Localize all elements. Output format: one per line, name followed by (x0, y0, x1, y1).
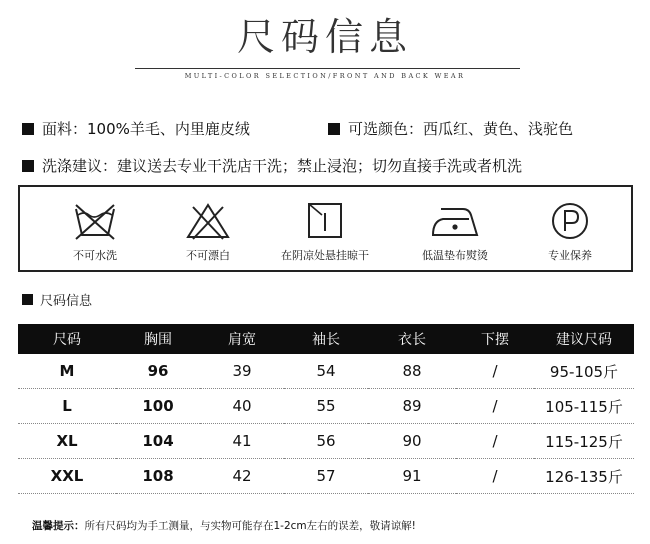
title-divider (135, 68, 520, 69)
footnote-text: 所有尺码均为手工测量，与实物可能存在1-2cm左右的误差，敬请谅解! (84, 520, 416, 532)
washing-text: 洗涤建议：建议送去专业干洗店干洗；禁止浸泡；切勿直接手洗或者机洗 (42, 157, 523, 175)
column-header-size: 尺码 (18, 324, 116, 354)
bullet-square-icon (328, 123, 340, 135)
chest-cell: 108 (116, 459, 200, 494)
care-label: 专业保养 (548, 249, 592, 262)
table-row (18, 459, 634, 494)
care-item-hang-dry (265, 187, 385, 270)
colors-text: 可选颜色：西瓜红、黄色、浅驼色 (348, 120, 574, 138)
length-cell: 89 (368, 389, 456, 424)
care-item-low-iron (395, 187, 515, 270)
dry-clean-icon (547, 201, 593, 241)
recommended-cell: 126-135斤 (534, 459, 634, 494)
recommended-cell: 95-105斤 (534, 354, 634, 389)
size-table (18, 324, 634, 494)
recommended-cell: 115-125斤 (534, 424, 634, 459)
fabric-info (22, 118, 250, 139)
shoulder-cell: 39 (200, 354, 284, 389)
hem-cell: / (456, 389, 534, 424)
table-row (18, 354, 634, 389)
size-cell: L (18, 389, 116, 424)
washing-info (22, 155, 522, 176)
bullet-square-icon (22, 123, 34, 135)
size-cell: XXL (18, 459, 116, 494)
sleeve-cell: 57 (284, 459, 368, 494)
care-label: 不可水洗 (73, 249, 117, 262)
sleeve-cell: 54 (284, 354, 368, 389)
no-wash-icon (72, 201, 118, 241)
length-cell: 90 (368, 424, 456, 459)
size-cell: XL (18, 424, 116, 459)
care-item-no-bleach (148, 187, 268, 270)
shoulder-cell: 40 (200, 389, 284, 424)
care-item-dry-clean (510, 187, 630, 270)
care-instructions-box (18, 185, 633, 272)
column-header-chest: 胸围 (116, 324, 200, 354)
sleeve-cell: 56 (284, 424, 368, 459)
size-cell: M (18, 354, 116, 389)
chest-cell: 104 (116, 424, 200, 459)
low-iron-icon (429, 201, 481, 241)
size-section-heading (22, 290, 92, 309)
footnote-label: 温馨提示： (32, 520, 85, 532)
sleeve-cell: 55 (284, 389, 368, 424)
care-label: 不可漂白 (186, 249, 230, 262)
hem-cell: / (456, 354, 534, 389)
length-cell: 88 (368, 354, 456, 389)
care-label: 在阴凉处悬挂晾干 (281, 249, 369, 262)
color-info (328, 118, 573, 139)
hem-cell: / (456, 424, 534, 459)
hem-cell: / (456, 459, 534, 494)
page-subtitle: MULTI-COLOR SELECTION/FRONT AND BACK WEAR (184, 72, 466, 80)
column-header-shoulder: 肩宽 (200, 324, 284, 354)
table-row (18, 389, 634, 424)
recommended-cell: 105-115斤 (534, 389, 634, 424)
column-header-sleeve: 袖长 (284, 324, 368, 354)
column-header-recommended: 建议尺码 (534, 324, 634, 354)
care-label: 低温垫布熨烫 (422, 249, 488, 262)
column-header-hem: 下摆 (456, 324, 534, 354)
bullet-square-icon (22, 160, 34, 172)
hang-dry-shade-icon (302, 201, 348, 241)
table-header-row (18, 324, 634, 354)
fabric-text: 面料：100%羊毛、内里鹿皮绒 (42, 120, 250, 138)
table-row (18, 424, 634, 459)
size-heading-text: 尺码信息 (40, 294, 93, 309)
chest-cell: 100 (116, 389, 200, 424)
no-bleach-icon (185, 201, 231, 241)
chest-cell: 96 (116, 354, 200, 389)
page-title: 尺码信息 (236, 15, 413, 59)
column-header-length: 衣长 (368, 324, 456, 354)
bullet-square-icon (22, 294, 33, 305)
length-cell: 91 (368, 459, 456, 494)
care-item-no-wash (35, 187, 155, 270)
footnote (32, 518, 416, 533)
shoulder-cell: 42 (200, 459, 284, 494)
shoulder-cell: 41 (200, 424, 284, 459)
